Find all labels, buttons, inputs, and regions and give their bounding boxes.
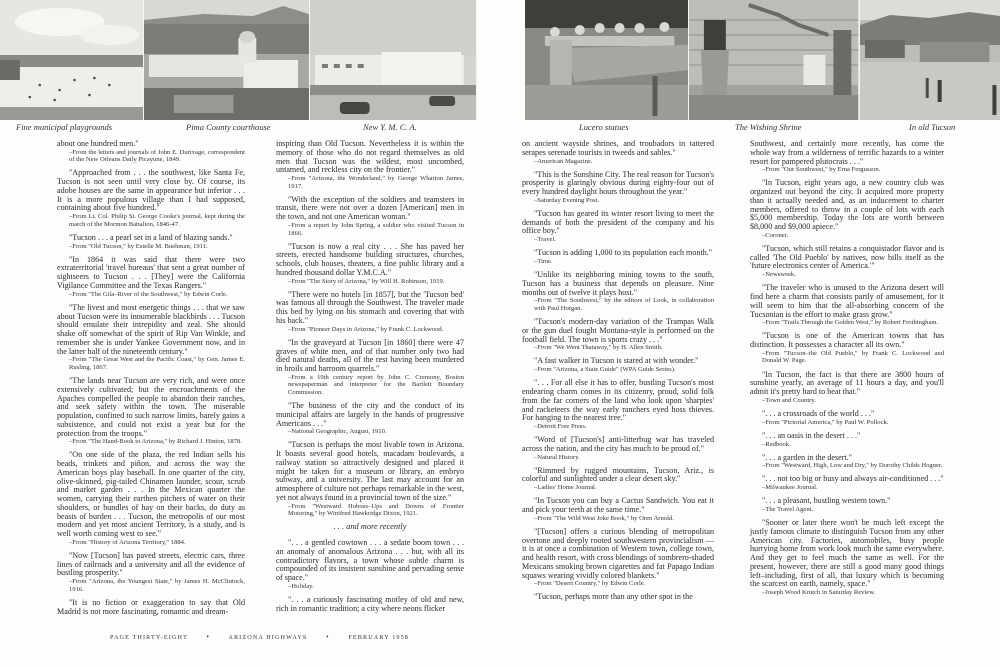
quote-entry [750,140,944,174]
quote-text: "Now [Tucson] has paved streets, electric cars, three lines of railroads and a university and all the evidence of bustling prosperity." [57,550,245,578]
quote-entry [750,519,944,597]
quote-source: –From the letters and journals of John E. Durivage, correspondent of the New Orleans Daily Picayune, 1849. [69,148,245,164]
footer-separator: • [326,633,330,641]
quote-entry [750,179,944,239]
quote-text: "Sooner or later there won't be much left except the justly famous climate to distinguish Tucson from any other American city. Factories, automobiles, busy people hurrying home from work look much the same everywhere. And they get to feel much the same as well. For the present, however, there are still a good many good things left–including, first of all, that luxury which is becoming the scarcest on earth, namely, space." [750,518,944,589]
quote-source: –Ladies' Home Journal. [534,484,597,492]
quote-text: "With the exception of the soldiers and teamsters in transit, there were not over a dozen [American] men in the town, and not one American woman." [276,194,464,222]
quote-source: –From "The Wild West Joke Book," by Oren Arnold. [534,514,674,522]
quote-entry [522,318,714,352]
ymca-photo [310,0,477,120]
quote-source: –Natural History. [534,453,580,461]
quote-source: –Town and Country. [762,396,816,404]
quote-text: ". . . a garden in the desert." [762,452,852,462]
quote-text: "Tucson, perhaps more than any other spot in the [534,592,693,602]
quote-entry [276,596,464,614]
quote-entry [522,210,714,244]
quote-text: ". . . For all else it has to offer, bustling Tucson's most endearing charm comes in its citizenry, proud, solid folk from the far corners of the land who look upon 'sharpies' and racketeers the way early ranchers eyed hoss thieves. For hanging to the nearest tree." [522,378,714,423]
quote-source: –From "The Story of Arizona," by Will H. Robinson, 1919. [288,277,445,285]
quote-source: –Time. [534,258,553,266]
quote-entry [522,271,714,312]
quote-text: "The traveler who is unused to the Arizona desert will find here a charm that consists partly of amusement, for it will seem to him that the all-absorbing concern of the Tucsonian is the effort to make grass grow." [750,283,944,319]
quote-text: "On one side of the plaza, the red Indian sells his beads, trinkets and piñon, and across the way the American boys play baseball. In one quarter of the city, olive-skinned, pig-tailed Chinamen launder, scour, scrub and market garden . . . In the Mexican quarter the women, carrying their earthen pitchers of water on their shoulders, or bundles of hay on their backs, do duty as beasts of burden . . . Tucson, the metropolis of our most modern and yet most ancient Territory, is a study, and is well worth coming west to see." [57,450,245,539]
quote-entry [276,539,464,590]
quote-source: –Saturday Evening Post. [534,196,600,204]
footer-issue-date: FEBRUARY 1958 [348,634,410,641]
quote-source: –Coronet. [762,231,789,239]
quote-source: –From "The Gila–River of the Southwest," by Edwin Corle. [69,290,228,298]
quote-text: "The lands near Tucson are very rich, and were once extensively cultivated; but the encroachments of the Apaches compelled the people to abandon their ranches, and seek safety within the town. The miserable population, confined to such narrow limits, barely gains a subsistence, and could not exist a year but for the protection from the troops." [57,376,245,438]
wishing-shrine-photo [689,0,859,120]
quote-text: "Tucson is now a real city . . . She has paved her streets, erected handsome building structures, churches, schools, club houses, theaters, a fine public library and a hundred thousand dollar Y.M.C.A." [276,241,464,277]
quote-source: –From "Pioneer Days in Arizona," by Frank C. Lockwood. [288,325,444,333]
quote-source: –From a 19th century report by John C. Cremony, Boston newspaperman and interpreter for the Bartlett Boundary Commission. [288,373,464,396]
section-heading: . . . and more recently [333,522,407,532]
quote-text: "Approached from . . . the southwest, like Santa Fe, Tucson is not seen until very close by. Of course, its adobe houses are the same in appearance but inferior . . . It is a more populous village than I had supposed, containing about five hundred." [57,168,245,213]
courthouse-photo [144,0,310,120]
quote-text: "Tucson is perhaps the most livable town in Arizona. It boasts several good hotels, macadam boulevards, a railway station so attractively designed and placed it might be taken for a museum or library, an embryo subway, and a university. The last may account for an atmosphere of culture not perhaps remarkable in the west, yet not always found in a provincial town of the size." [276,440,464,502]
photo-caption: In old Tucson [909,122,956,132]
right-column-1 [522,140,714,608]
quote-entry [57,552,245,593]
quote-entry [522,357,714,373]
playgrounds-photo [0,0,144,120]
quote-entry [276,339,464,397]
quote-source: –From "Westward Hoboes–Ups and Downs of Frontier Motoring," by Winifred Hawkridge Dixon, 1921. [288,502,464,518]
quote-entry [750,432,944,448]
quote-entry [276,402,464,436]
quote-text: "Tucson has geared its winter resort living to meet the demands of both the president of the company and his office boy." [522,208,714,236]
quote-entry [522,140,714,165]
photo-caption: New Y. M. C. A. [363,122,417,132]
footer-page-number: PAGE THIRTY-EIGHT [110,634,188,641]
quote-source: –From "The Great West and the Pacific Coast," by Gen. James E. Rusling, 1867. [69,356,245,371]
quote-source: –From "History of Arizona Territory," 1884. [69,538,186,546]
quote-text: ". . . a gentled cowtown . . . a sedate boom town . . . an anomaly of anomalous Arizona . . . but, with all its contradictory flavors, a town whose subtle charm is compounded of its insistent sunshine and pervading sense of space." [276,538,464,583]
quote-text: on ancient wayside shrines, and troubadors in tattered serapes serenade tourists in tweeds and sables." [522,139,714,157]
quote-source: –Travel. [534,236,556,244]
quote-entry [57,377,245,446]
quote-entry [276,243,464,286]
quote-entry [57,169,245,228]
quote-entry [522,467,714,492]
quote-source: –National Geographic, August, 1910. [288,428,387,436]
quote-source: –From "Our Southwest," by Erna Fergusson. [762,166,881,174]
quote-entry [750,332,944,365]
quote-text: "There were no hotels [in 1857], but the 'Tucson bed' was famous all through the Southwest. The traveler made this bed by lying on his stomach and covering that with his back." [276,289,464,325]
quote-source: –From "Desert Country," by Edwin Corle. [534,580,646,588]
quote-entry [57,451,245,546]
quote-source: –From "Westward, High, Low and Dry," by Dorothy Childs Hogner. [762,462,943,470]
quote-entry [750,475,944,491]
quote-entry [57,599,245,617]
quote-source: –From "Arizona, the Youngest State," by James H. McClintock, 1916. [69,578,245,593]
quote-entry [57,140,245,164]
quote-source: –From "Arizona, the Wonderland," by George Wharton James, 1917. [288,175,464,190]
quote-source: –Milwaukee Journal. [762,484,818,492]
quote-entry [276,291,464,334]
quote-source: –From "Tucson–the Old Pueblo," by Frank C. Lockwood and Donald W. Page. [762,349,944,365]
quote-entry [750,371,944,405]
photo-caption: Fine municipal playgrounds [16,122,113,132]
quote-text: "Word of [Tucson's] anti-litterbug war has traveled across the nation, and the city has much to be proud of." [522,435,714,453]
right-page [500,0,1000,667]
lucero-statues-photo [525,0,689,120]
quote-text: ". . . a crossroads of the world . . ." [762,408,875,418]
right-column-2 [750,140,944,602]
left-column-2 [276,140,464,619]
quote-source: –From a report by John Spring, a soldier who visited Tucson in 1866. [288,221,464,237]
quote-text: "In the graveyard at Tucson [in 1860] there were 47 graves of white men, and of that number only two had died natural deaths, all of the rest having been murdered in broils and barroom quarrels." [276,337,464,374]
quote-text: "This is the Sunshine City. The real reason for Tucson's prosperity is glaringly obvious during eighty-four out of every hundred daylight hours throughout the year." [522,169,714,197]
quote-entry [276,441,464,517]
quote-text: ". . . an oasis in the desert . . ." [762,430,861,440]
quote-entry [750,245,944,279]
quote-entry [522,436,714,461]
quote-text: "A fast walker in Tucson is stared at with wonder." [534,356,699,366]
quote-entry [276,140,464,190]
quote-text: "In Tucson, eight years ago, a new country club was organized out beyond the city. It acquired more property than it actually needed and, as an inducement to charter members, offered to throw in a couple of lots with each $5,000 membership. Today the lots are worth between $8,000 and $9,000 apiece." [750,178,944,232]
quote-entry [522,379,714,430]
quote-source: –From "The Hand-Book to Arizona," by Richard J. Hinton, 1878. [69,438,242,446]
footer-separator: • [206,633,211,641]
quote-entry [750,284,944,327]
old-tucson-photo [860,0,1000,120]
quote-source: –From "The Southwest," by the editors of Look, in collaboration with Paul Horgan. [534,297,714,312]
quote-text: "In 1864 it was said that there were two extraterritorial 'travel bureaus' that sent a great number of sightseers to Tucson . . . [They] were the California Vigilance Committee and the Texas Rangers." [57,254,245,290]
quote-source: –American Magazine. [534,157,593,165]
quote-text: "The business of the city and the conduct of its municipal affairs are largely in the hands of progressive Americans . . ." [276,401,464,428]
footer-magazine-title: ARIZONA HIGHWAYS [228,634,308,641]
quote-text: "Tucson is one of the American towns that has distinction. It possesses a character all its own." [750,331,944,350]
quote-source: –From Lt. Col. Philip St. George Cooke's journal, kept during the march of the Mormon Battalion, 1846-47. [69,213,245,228]
quote-entry [750,497,944,513]
quote-source: –From "Trails Through the Golden West," by Robert Frothingham. [762,319,939,327]
quote-source: –From "Pictorial America," by Paul W. Pollock. [762,418,889,426]
quote-text: "Tucson is adding 1,000 to its population each month." [534,248,713,258]
quote-text: "Unlike its neighboring mining towns to the south, Tucson has a business that depends on pleasure. Nine months out of twelve it plays host." [522,270,714,297]
quote-text: Southwest, and certainly more recently, has come the whole way from a wilderness of terrific hazards to a winter resort for pampered plutocrats . . ." [750,139,944,166]
quote-text: "In Tucson, the fact is that there are 3800 hours of sunshine yearly, an average of 11 hours a day, and you'll admit it's pretty hard to beat that." [750,369,944,397]
quote-text: "[Tucson] offers a curious blending of metropolitan overtone and deeply rooted southwestern provincialism —it is at once a combination of Western town, college town, and health resort, with cross blendings of sombrero-shaded Mexicans smoking brown cigarettes and fat Papago Indian squaws wearing vividly colored blankets." [522,526,714,580]
quote-entry [750,454,944,470]
quote-text: "Tucson . . . a pearl set in a land of blazing sands." [69,232,233,242]
quote-text: ". . . not too big or busy and always air-conditioned . . ." [762,474,944,484]
quote-source: –Newsweek. [762,271,796,279]
right-photo-strip [525,0,1000,120]
quote-text: ". . . a curiously fascinating motley of old and new, rich in romantic tradition; a city where neons flicker [276,594,464,613]
quote-text: about one hundred men." [57,139,139,148]
quote-text: "The livest and most energetic things . . . that we saw about Tucson were its innumerable blackbirds . . . Tucson should emulate their intrepidity and zeal. She should shake off somewhat of the spirit of Rip Van Winkle, and remember she is under Yankee Government now, and in the latter half of the nineteenth century." [57,302,245,356]
quote-source: –From "Arizona, a State Guide" (WPA Guide Series). [534,366,676,374]
quote-entry [750,410,944,426]
quote-text: "Rimmed by rugged mountains, Tucson, Ariz., is colorful and sunlighted under a clear desert sky." [522,465,714,484]
quote-entry [522,528,714,588]
quote-source: –Redbook. [762,440,791,448]
quote-source: –Joseph Wood Krutch in Saturday Review. [762,589,876,597]
quote-entry [522,497,714,522]
photo-caption: The Wishing Shrine [735,122,802,132]
quote-text: "It is no fiction or exaggeration to say that Old Madrid is not more fascinating, romantic and dream- [57,597,245,616]
photo-caption: Pima County courthouse [186,122,271,132]
page-footer [110,633,510,641]
quote-entry [57,256,245,299]
quote-entry [522,593,714,602]
quote-source: –The Travel Agent. [762,506,814,514]
quote-source: –From "Old Tucson," by Estelle M. Buehman, 1911. [69,242,208,250]
quote-entry [276,196,464,237]
quote-text: ". . . a pleasant, bustling western town." [762,496,891,506]
left-photo-strip [0,0,477,120]
quote-source: –Holiday. [288,582,314,590]
quote-text: inspiring than Old Tucson. Nevertheless it is within the memory of those who do not regard themselves as old men that Tucson was the wildest, most uncombed, untamed, and reckless city on the frontier." [276,139,464,175]
quote-source: –From "We Went Thataway," by H. Allen Smith. [534,344,663,352]
quote-entry [57,304,245,372]
quote-entry [522,171,714,205]
quote-entry [57,234,245,250]
quote-text: "In Tucson you can buy a Cactus Sandwich. You eat it and pick your teeth at the same time." [522,496,714,515]
quote-source: –Detroit Free Press. [534,423,587,430]
photo-caption: Lucero statues [579,122,629,132]
left-column-1 [57,140,245,622]
quote-entry [522,249,714,265]
quote-text: "Tucson, which still retains a conquistador flavor and is called 'The Old Pueblo' by natives, now bills itself as the 'future electronics center of America.'" [750,243,944,271]
quote-text: "Tucson's modern-day variation of the Trampas Walk or the gun duel fought Montana-style is performed on the football field. The town is sports crazy . . ." [522,317,714,344]
